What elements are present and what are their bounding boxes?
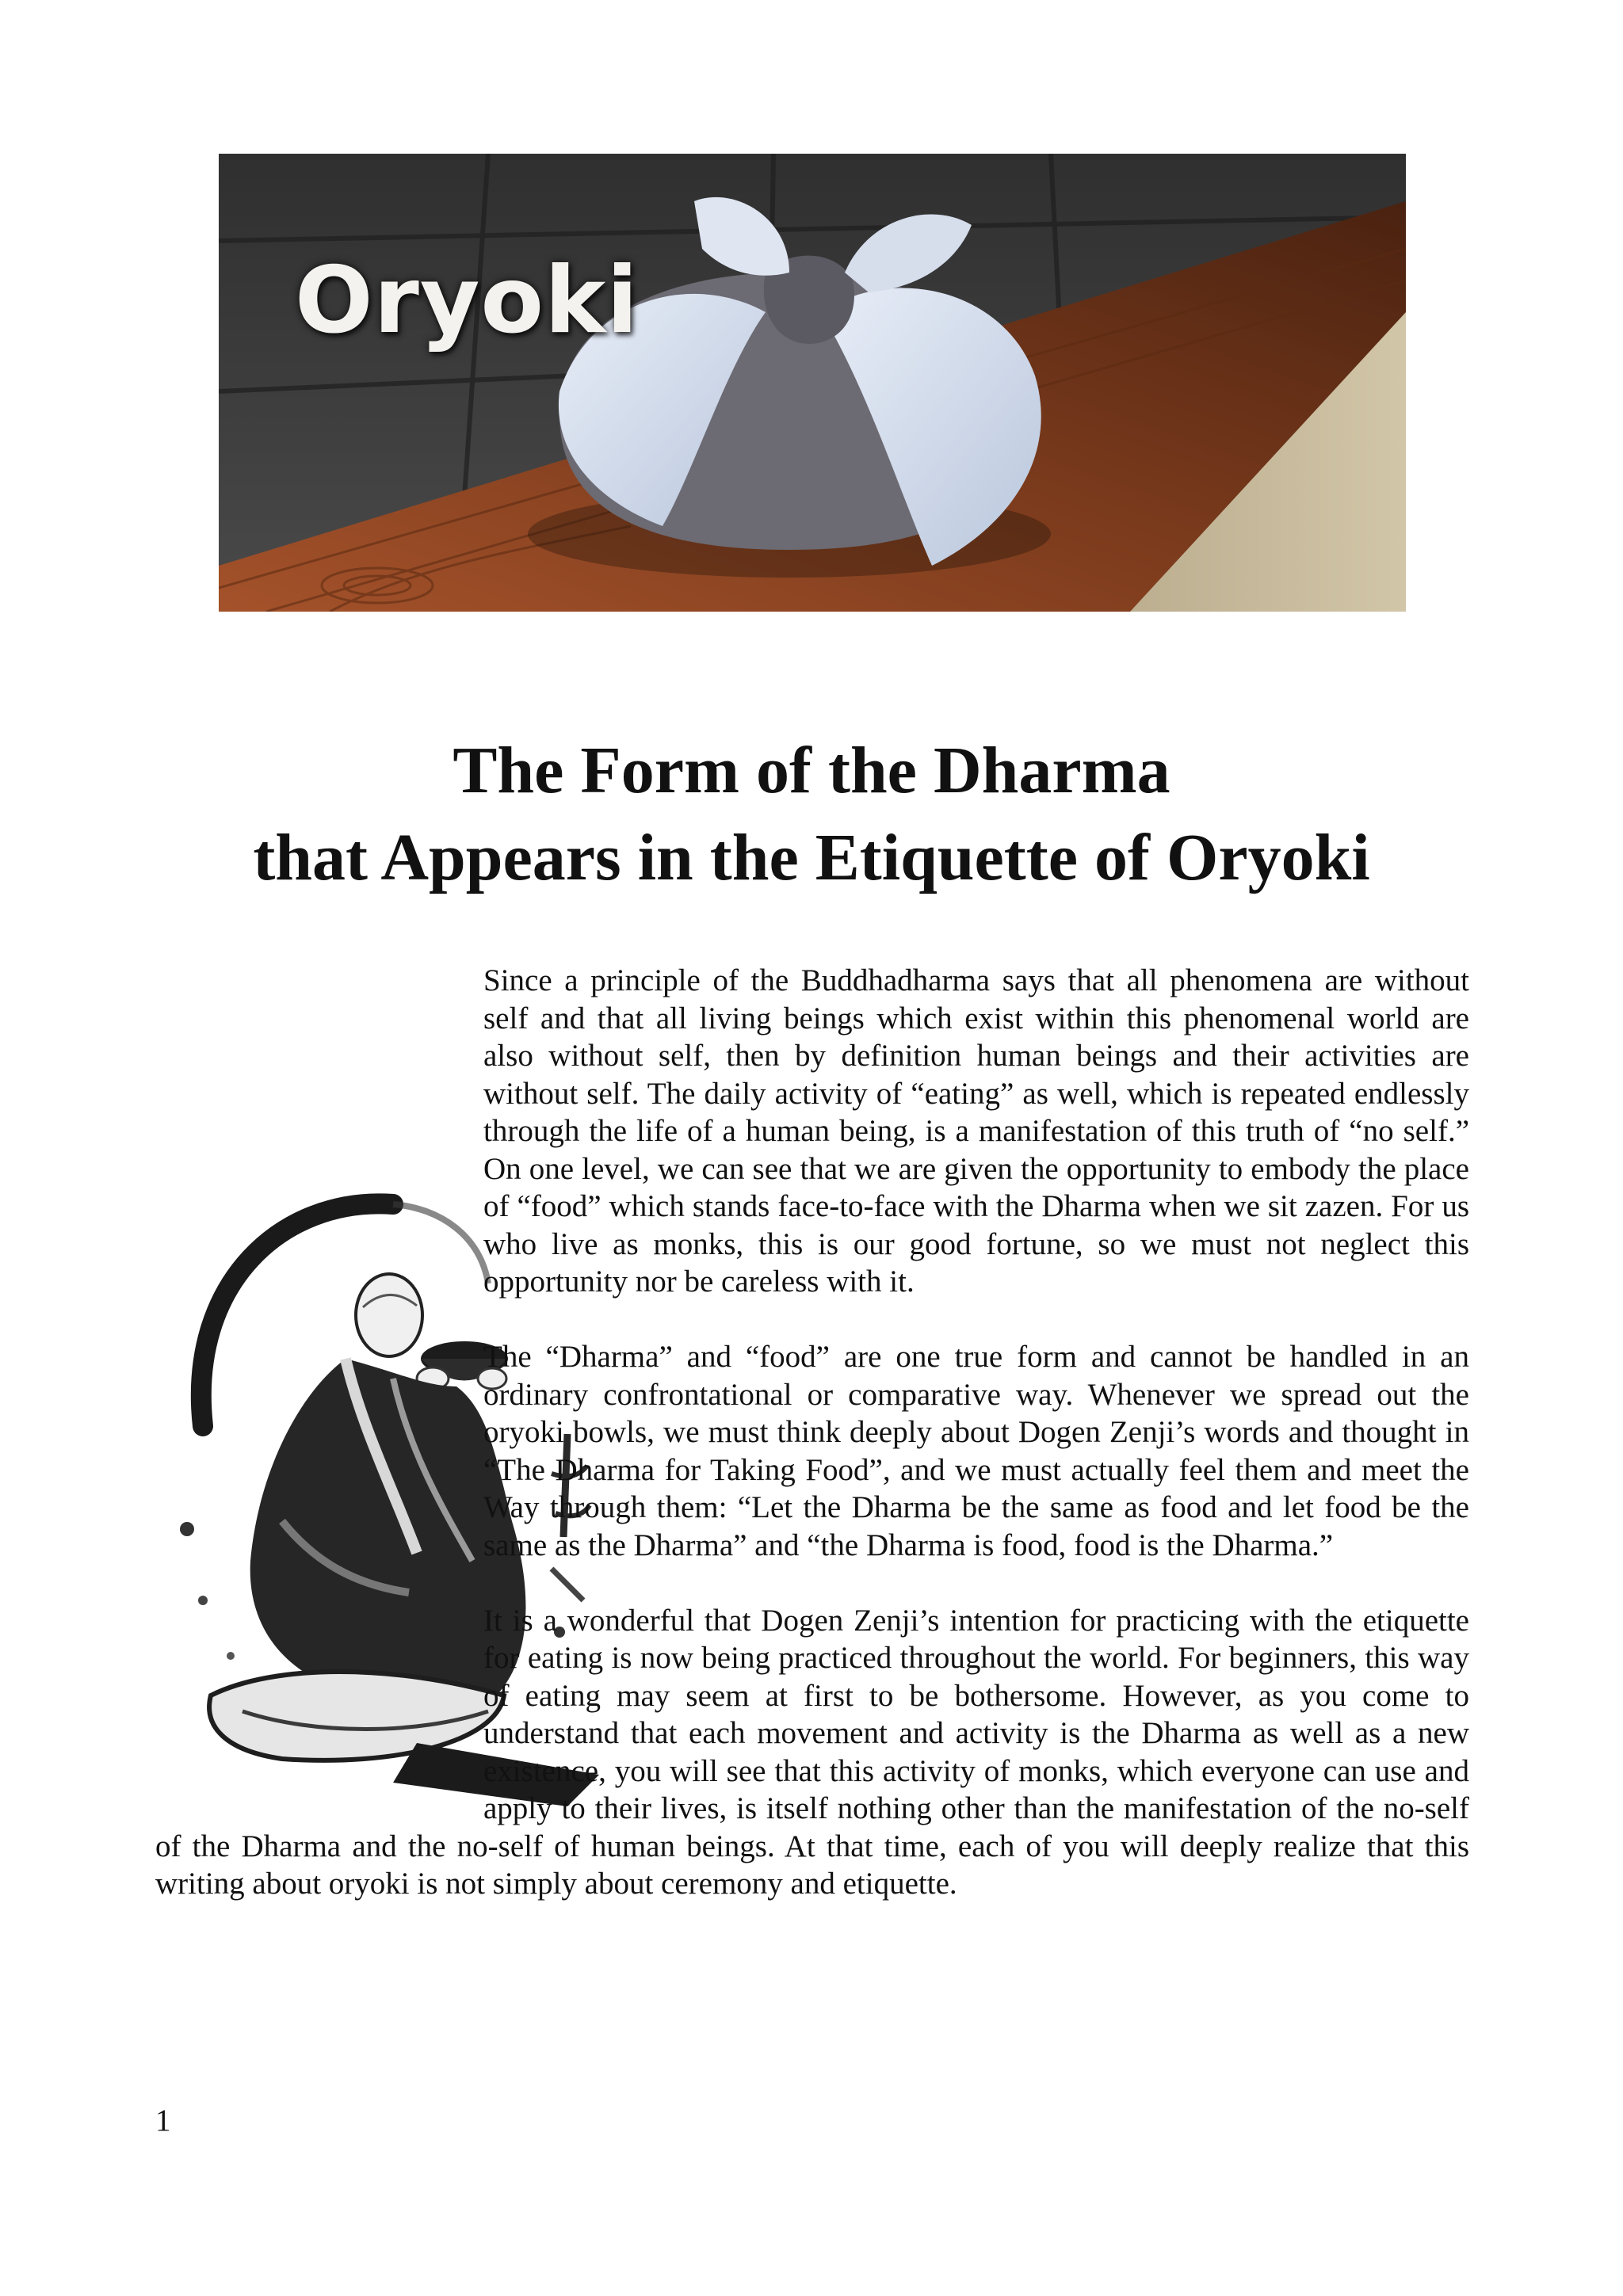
- page-number: 1: [155, 2103, 171, 2138]
- title-line-2: that Appears in the Etiquette of Oryoki: [253, 821, 1370, 894]
- title-line-1: The Form of the Dharma: [453, 734, 1170, 807]
- body-text: [155, 962, 1469, 1940]
- paragraph-1: [155, 962, 1469, 1301]
- paragraph-1-text: Since a principle of the Buddhadharma says that all phenomena are without self and that all living beings which exist within this phenomenal world are also without self, then by definition human beings and their activities are without self. The daily activity of “eating” as well, which is repeated endlessly through the life of a human being, is a manifestation of this truth of “no self.” On one level, we can see that we are given the opportunity to embody the place of “food” which stands face-to-face with the Dharma when we sit zazen. For us who live as monks, this is our good fortune, so we must not neglect this opportunity nor be careless with it.: [483, 963, 1469, 1299]
- oryoki-bundle-photo: [219, 154, 1406, 612]
- paragraph-3: It is a wonderful that Dogen Zenji’s intention for practicing with the etiquette for eating is now being practiced throughout the world. For beginners, this way of eating may seem at first to be bothersome. However, as you come to understand that each movement and activity is the Dharma as well as a new existence, you will see that this activity of monks, which everyone can use and apply to their lives, is itself nothing other than the manifestation of the no-self of the Dharma and the no-self of human beings. At that time, each of you will deeply realize that this writing about oryoki is not simply about ceremony and etiquette.: [155, 1603, 1469, 1901]
- oryoki-banner-image: [219, 154, 1406, 612]
- illustration-float-space: [0, 1150, 483, 1827]
- banner-caption: Oryoki: [295, 247, 640, 354]
- document-title: [79, 727, 1544, 902]
- paragraph-2: The “Dharma” and “food” are one true form and cannot be handled in an ordinary confrontational or comparative way. Whenever we spread out the oryoki bowls, we must think deeply about Dogen Zenji’s words and thought in “The Dharma for Taking Food”, and we must actually feel them and meet the Way through them: “Let the Dharma be the same as food and let food be the same as the Dharma” and “the Dharma is food, food is the Dharma.”: [483, 1340, 1469, 1562]
